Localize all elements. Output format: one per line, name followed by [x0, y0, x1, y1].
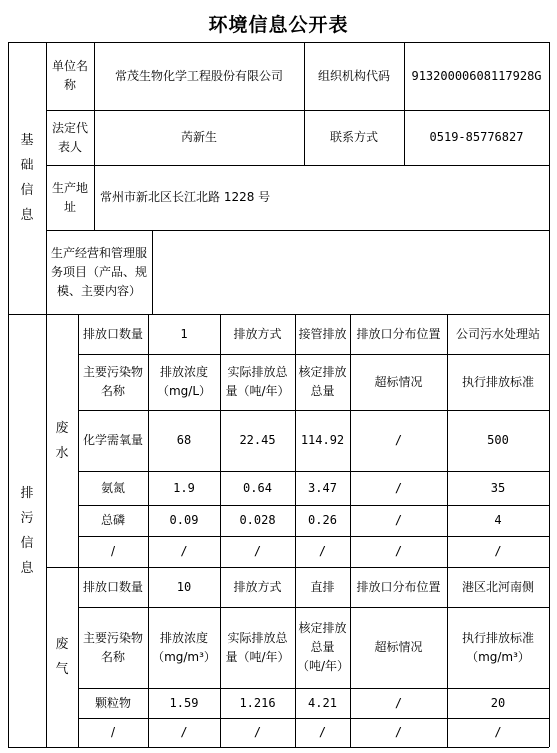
gas-discharge-method-label: 排放方式 — [233, 579, 282, 594]
water-table-cell: / — [318, 544, 327, 558]
water-table-cell: / — [253, 544, 262, 558]
water-column-header: 实际排放总量（吨/年） — [225, 365, 290, 398]
basic-info-section-label — [8, 42, 46, 314]
water-table-cell: 0.028 — [239, 513, 276, 527]
water-outlet-location-value: 公司污水处理站 — [455, 326, 540, 341]
basic-info-section-label-char: 基 — [20, 133, 34, 148]
water-column-header: 排放浓度（mg/L） — [156, 365, 212, 398]
gas-column-header: 实际排放总量（吨/年） — [225, 630, 290, 664]
waste-gas-label-char: 气 — [55, 662, 69, 677]
waste-gas-label — [46, 567, 78, 747]
water-table-cell: 500 — [487, 433, 509, 447]
service-items-value — [152, 230, 549, 314]
gas-column-header: 主要污染物名称 — [82, 630, 143, 664]
org-code-value: 91320000608117928G — [411, 68, 542, 83]
table-border-right — [549, 42, 550, 747]
water-table-cell: / — [394, 480, 403, 495]
water-table-cell: / — [494, 544, 502, 558]
gas-outlet-count-label: 排放口数量 — [82, 579, 143, 594]
gas-outlet-count-value: 10 — [176, 579, 192, 594]
gas-table-cell: 1.216 — [239, 695, 276, 710]
gas-column-header: 排放浓度（mg/m³） — [152, 630, 216, 664]
pollution-section-label — [8, 314, 46, 747]
gas-column-header: 核定排放总量（吨/年） — [297, 621, 350, 673]
page-title: 环境信息公开表 — [208, 14, 349, 36]
water-table-cell: / — [394, 544, 403, 558]
basic-info-section-label-char: 息 — [20, 208, 34, 223]
water-table-cell: 4 — [494, 513, 502, 527]
water-column-header: 主要污染物名称 — [82, 365, 143, 398]
water-table-cell: / — [394, 513, 403, 527]
water-table-cell: / — [180, 544, 188, 558]
water-table-cell: 0.26 — [308, 513, 337, 527]
gas-table-cell: / — [110, 725, 116, 739]
water-table-cell: 氨氮 — [100, 480, 125, 495]
water-table-cell: 总磷 — [100, 513, 125, 527]
pollution-section-label-char: 息 — [20, 560, 34, 576]
water-table-cell: 114.92 — [300, 433, 345, 447]
water-table-cell: 35 — [490, 480, 506, 495]
service-items-label: 生产经营和管理服务项目（产品、规模、主要内容） — [50, 245, 147, 298]
water-column-header: 超标情况 — [374, 374, 423, 389]
waste-water-label-char: 废 — [55, 420, 69, 436]
gas-table-cell: / — [394, 725, 403, 739]
address-value: 常州市新北区长江北路 1228 号 — [100, 190, 271, 204]
gas-table-cell: 颗粒物 — [94, 695, 131, 710]
basic-info-section-label-char: 础 — [20, 158, 34, 173]
contact-value: 0519-85776827 — [429, 130, 524, 144]
gas-table-cell: / — [180, 725, 188, 739]
water-column-header: 核定排放总量 — [298, 365, 347, 398]
waste-gas-label-char: 废 — [55, 637, 69, 652]
waste-water-label — [46, 314, 78, 567]
water-outlet-count-value: 1 — [180, 326, 188, 341]
water-table-cell: / — [394, 433, 403, 447]
water-table-cell: 3.47 — [308, 480, 337, 495]
gas-table-cell: 20 — [490, 695, 506, 710]
pollution-section-label-char: 排 — [20, 485, 34, 501]
water-column-header: 执行排放标准 — [461, 374, 534, 389]
basic-info-section-label-char: 信 — [20, 183, 34, 198]
water-table-cell: 化学需氧量 — [82, 433, 143, 447]
legal-rep-value: 芮新生 — [180, 130, 217, 144]
gas-column-header: 超标情况 — [374, 640, 423, 654]
unit-name-label: 单位名称 — [51, 59, 88, 92]
water-table-cell: 22.45 — [239, 433, 276, 447]
water-table-cell: 68 — [176, 433, 192, 447]
gas-table-cell: / — [494, 725, 502, 739]
gas-column-header: 执行排放标准（mg/m³） — [461, 630, 534, 664]
pollution-section-label-char: 信 — [20, 535, 34, 551]
gas-table-cell: 4.21 — [308, 695, 337, 710]
water-table-cell: 0.64 — [243, 480, 272, 495]
address-label: 生产地址 — [51, 180, 88, 214]
water-table-cell: / — [110, 544, 116, 558]
org-code-label: 组织机构代码 — [317, 68, 390, 83]
table-border-bottom — [8, 747, 549, 748]
gas-table-cell: / — [318, 725, 327, 739]
gas-table-cell: 1.59 — [169, 695, 199, 710]
gas-table-cell: / — [253, 725, 262, 739]
water-discharge-method-label: 排放方式 — [233, 326, 282, 341]
legal-rep-label: 法定代表人 — [51, 120, 88, 154]
contact-label: 联系方式 — [329, 130, 378, 144]
water-table-cell: 0.09 — [169, 513, 199, 527]
water-table-cell: 1.9 — [173, 480, 195, 495]
waste-water-label-char: 水 — [55, 445, 69, 461]
pollution-section-label-char: 污 — [20, 510, 34, 526]
water-discharge-method-value: 接管排放 — [298, 326, 347, 341]
gas-discharge-method-value: 直排 — [310, 579, 335, 594]
water-outlet-location-label: 排放口分布位置 — [356, 326, 441, 341]
gas-table-cell: / — [394, 695, 403, 710]
gas-outlet-location-label: 排放口分布位置 — [356, 579, 441, 594]
gas-outlet-location-value: 港区北河南侧 — [461, 579, 534, 594]
water-outlet-count-label: 排放口数量 — [82, 326, 143, 341]
unit-name-value: 常茂生物化学工程股份有限公司 — [114, 68, 283, 83]
